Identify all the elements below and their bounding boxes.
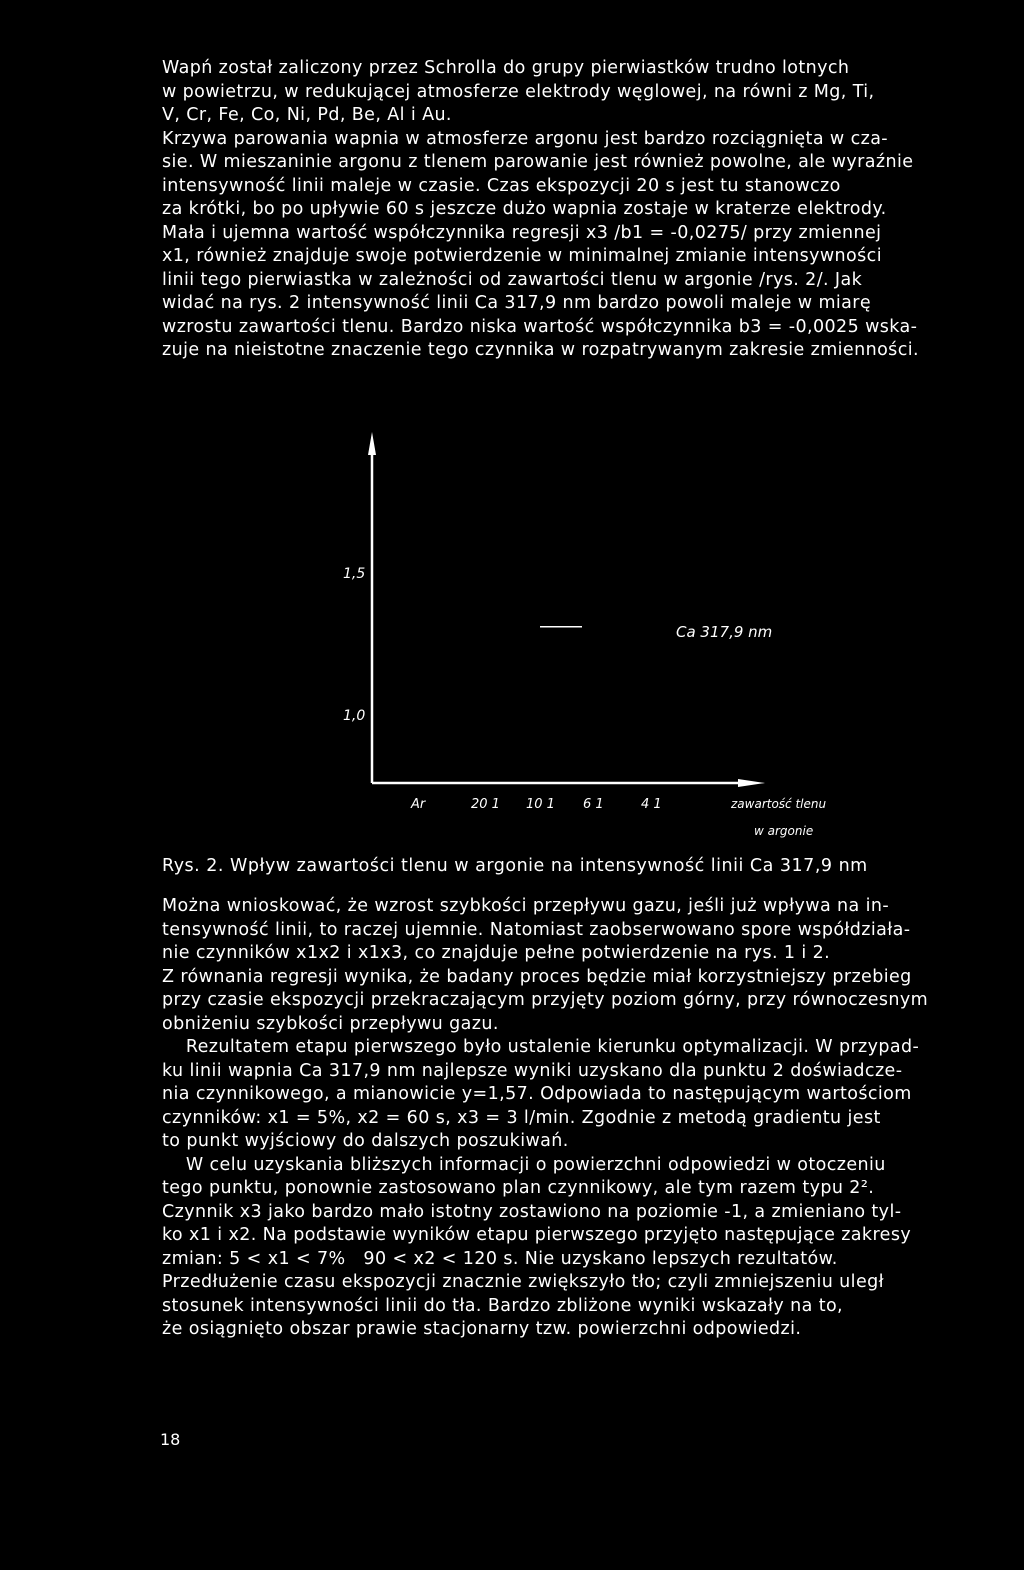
text-line: tensywność linii, to raczej ujemnie. Natomiast zaobserwowano spore współdziała- <box>162 919 911 940</box>
text-line: V, Cr, Fe, Co, Ni, Pd, Be, Al i Au. <box>162 105 452 125</box>
xtick-label: 6 1 <box>583 797 604 812</box>
text-line: Czynnik x3 jako bardzo mało istotny zostawiono na poziomie -1, a zmieniano tyl- <box>162 1201 902 1222</box>
text-line: Wapń został zaliczony przez Schrolla do grupy pierwiastków trudno lotnych <box>162 58 850 78</box>
text-line: Z równania regresji wynika, że badany proces będzie miał korzystniejszy przebieg <box>162 966 912 987</box>
text-line: ko x1 i x2. Na podstawie wyników etapu pierwszego przyjęto następujące zakresy <box>162 1225 912 1245</box>
series-label: Ca 317,9 nm <box>676 623 773 641</box>
xtick-label: 10 1 <box>526 797 555 812</box>
text-line: nie czynników x1x2 i x1x3, co znajduje pełne potwierdzenie na rys. 1 i 2. <box>162 943 831 963</box>
text-line: Krzywa parowania wapnia w atmosferze argonu jest bardzo rozciągnięta w cza- <box>162 128 889 149</box>
text-line: że osiągnięto obszar prawie stacjonarny tzw. powierzchni odpowiedzi. <box>162 1319 802 1339</box>
text-line: stosunek intensywności linii do tła. Bardzo zbliżone wyniki wskazały na to, <box>162 1295 844 1316</box>
ytick-label: 1,0 <box>343 708 366 724</box>
paragraph-main <box>162 895 992 1342</box>
text-line: przy czasie ekspozycji przekraczającym przyjęty poziom górny, przy równoczesnym <box>162 990 929 1010</box>
text-line: Przedłużenie czasu ekspozycji znacznie zwiększyło tło; czyli zmniejszeniu uległ <box>162 1272 884 1292</box>
y-axis-arrow <box>368 432 376 455</box>
text-line: zuje na nieistotne znaczenie tego czynnika w rozpatrywanym zakresie zmienności. <box>162 340 919 360</box>
ytick-label: 1,5 <box>343 566 366 582</box>
xaxis-label: zawartość tlenu <box>731 797 827 811</box>
x-axis-arrow <box>738 779 765 787</box>
text-line: W celu uzyskania bliższych informacji o powierzchni odpowiedzi w otoczeniu <box>162 1154 886 1175</box>
page-number: 18 <box>160 1430 181 1449</box>
text-line: linii tego pierwiastka w zależności od zawartości tlenu w argonie /rys. 2/. Jak <box>162 269 863 290</box>
text-line: Można wnioskować, że wzrost szybkości przepływu gazu, jeśli już wpływa na in- <box>162 896 890 916</box>
text-line: sie. W mieszaninie argonu z tlenem parowanie jest również powolne, ale wyraźnie <box>162 152 914 172</box>
text-line: nia czynnikowego, a mianowicie y=1,57. Odpowiada to następującym wartościom <box>162 1084 912 1104</box>
text-line: x1, również znajduje swoje potwierdzenie w minimalnej zmianie intensywności <box>162 246 882 266</box>
text-line: tego punktu, ponownie zastosowano plan czynnikowy, ale tym razem typu 2². <box>162 1178 875 1198</box>
xaxis-label: w argonie <box>754 824 814 838</box>
text-line: wzrostu zawartości tlenu. Bardzo niska wartość współczynnika b3 = -0,0025 wska- <box>162 316 918 337</box>
text-line: intensywność linii maleje w czasie. Czas ekspozycji 20 s jest tu stanowczo <box>162 175 841 196</box>
text-line: widać na rys. 2 intensywność linii Ca 317,9 nm bardzo powoli maleje w miarę <box>162 293 872 313</box>
text-line: obniżeniu szybkości przepływu gazu. <box>162 1013 499 1034</box>
text-line: w powietrzu, w redukującej atmosferze elektrody węglowej, na równi z Mg, Ti, <box>162 81 875 102</box>
figure-caption: Rys. 2. Wpływ zawartości tlenu w argonie na intensywność linii Ca 317,9 nm <box>162 856 868 876</box>
xtick-label: 20 1 <box>471 797 500 812</box>
text-line: Mała i ujemna wartość współczynnika regresji x3 /b1 = -0,0275/ przy zmiennej <box>162 222 882 243</box>
text-line: ku linii wapnia Ca 317,9 nm najlepsze wyniki uzyskano dla punktu 2 doświadcze- <box>162 1060 903 1081</box>
text-line: to punkt wyjściowy do dalszych poszukiwań. <box>162 1131 569 1151</box>
text-line: czynników: x1 = 5%, x2 = 60 s, x3 = 3 l/min. Zgodnie z metodą gradientu jest <box>162 1107 881 1128</box>
xtick-label: Ar <box>411 797 426 812</box>
text-line: Rezultatem etapu pierwszego było ustalenie kierunku optymalizacji. W przypad- <box>162 1037 920 1057</box>
xtick-label: 4 1 <box>641 797 662 812</box>
text-line: za krótki, bo po upływie 60 s jeszcze dużo wapnia zostaje w kraterze elektrody. <box>162 199 887 219</box>
text-line: zmian: 5 < x1 < 7% 90 < x2 < 120 s. Nie uzyskano lepszych rezultatów. <box>162 1248 838 1269</box>
